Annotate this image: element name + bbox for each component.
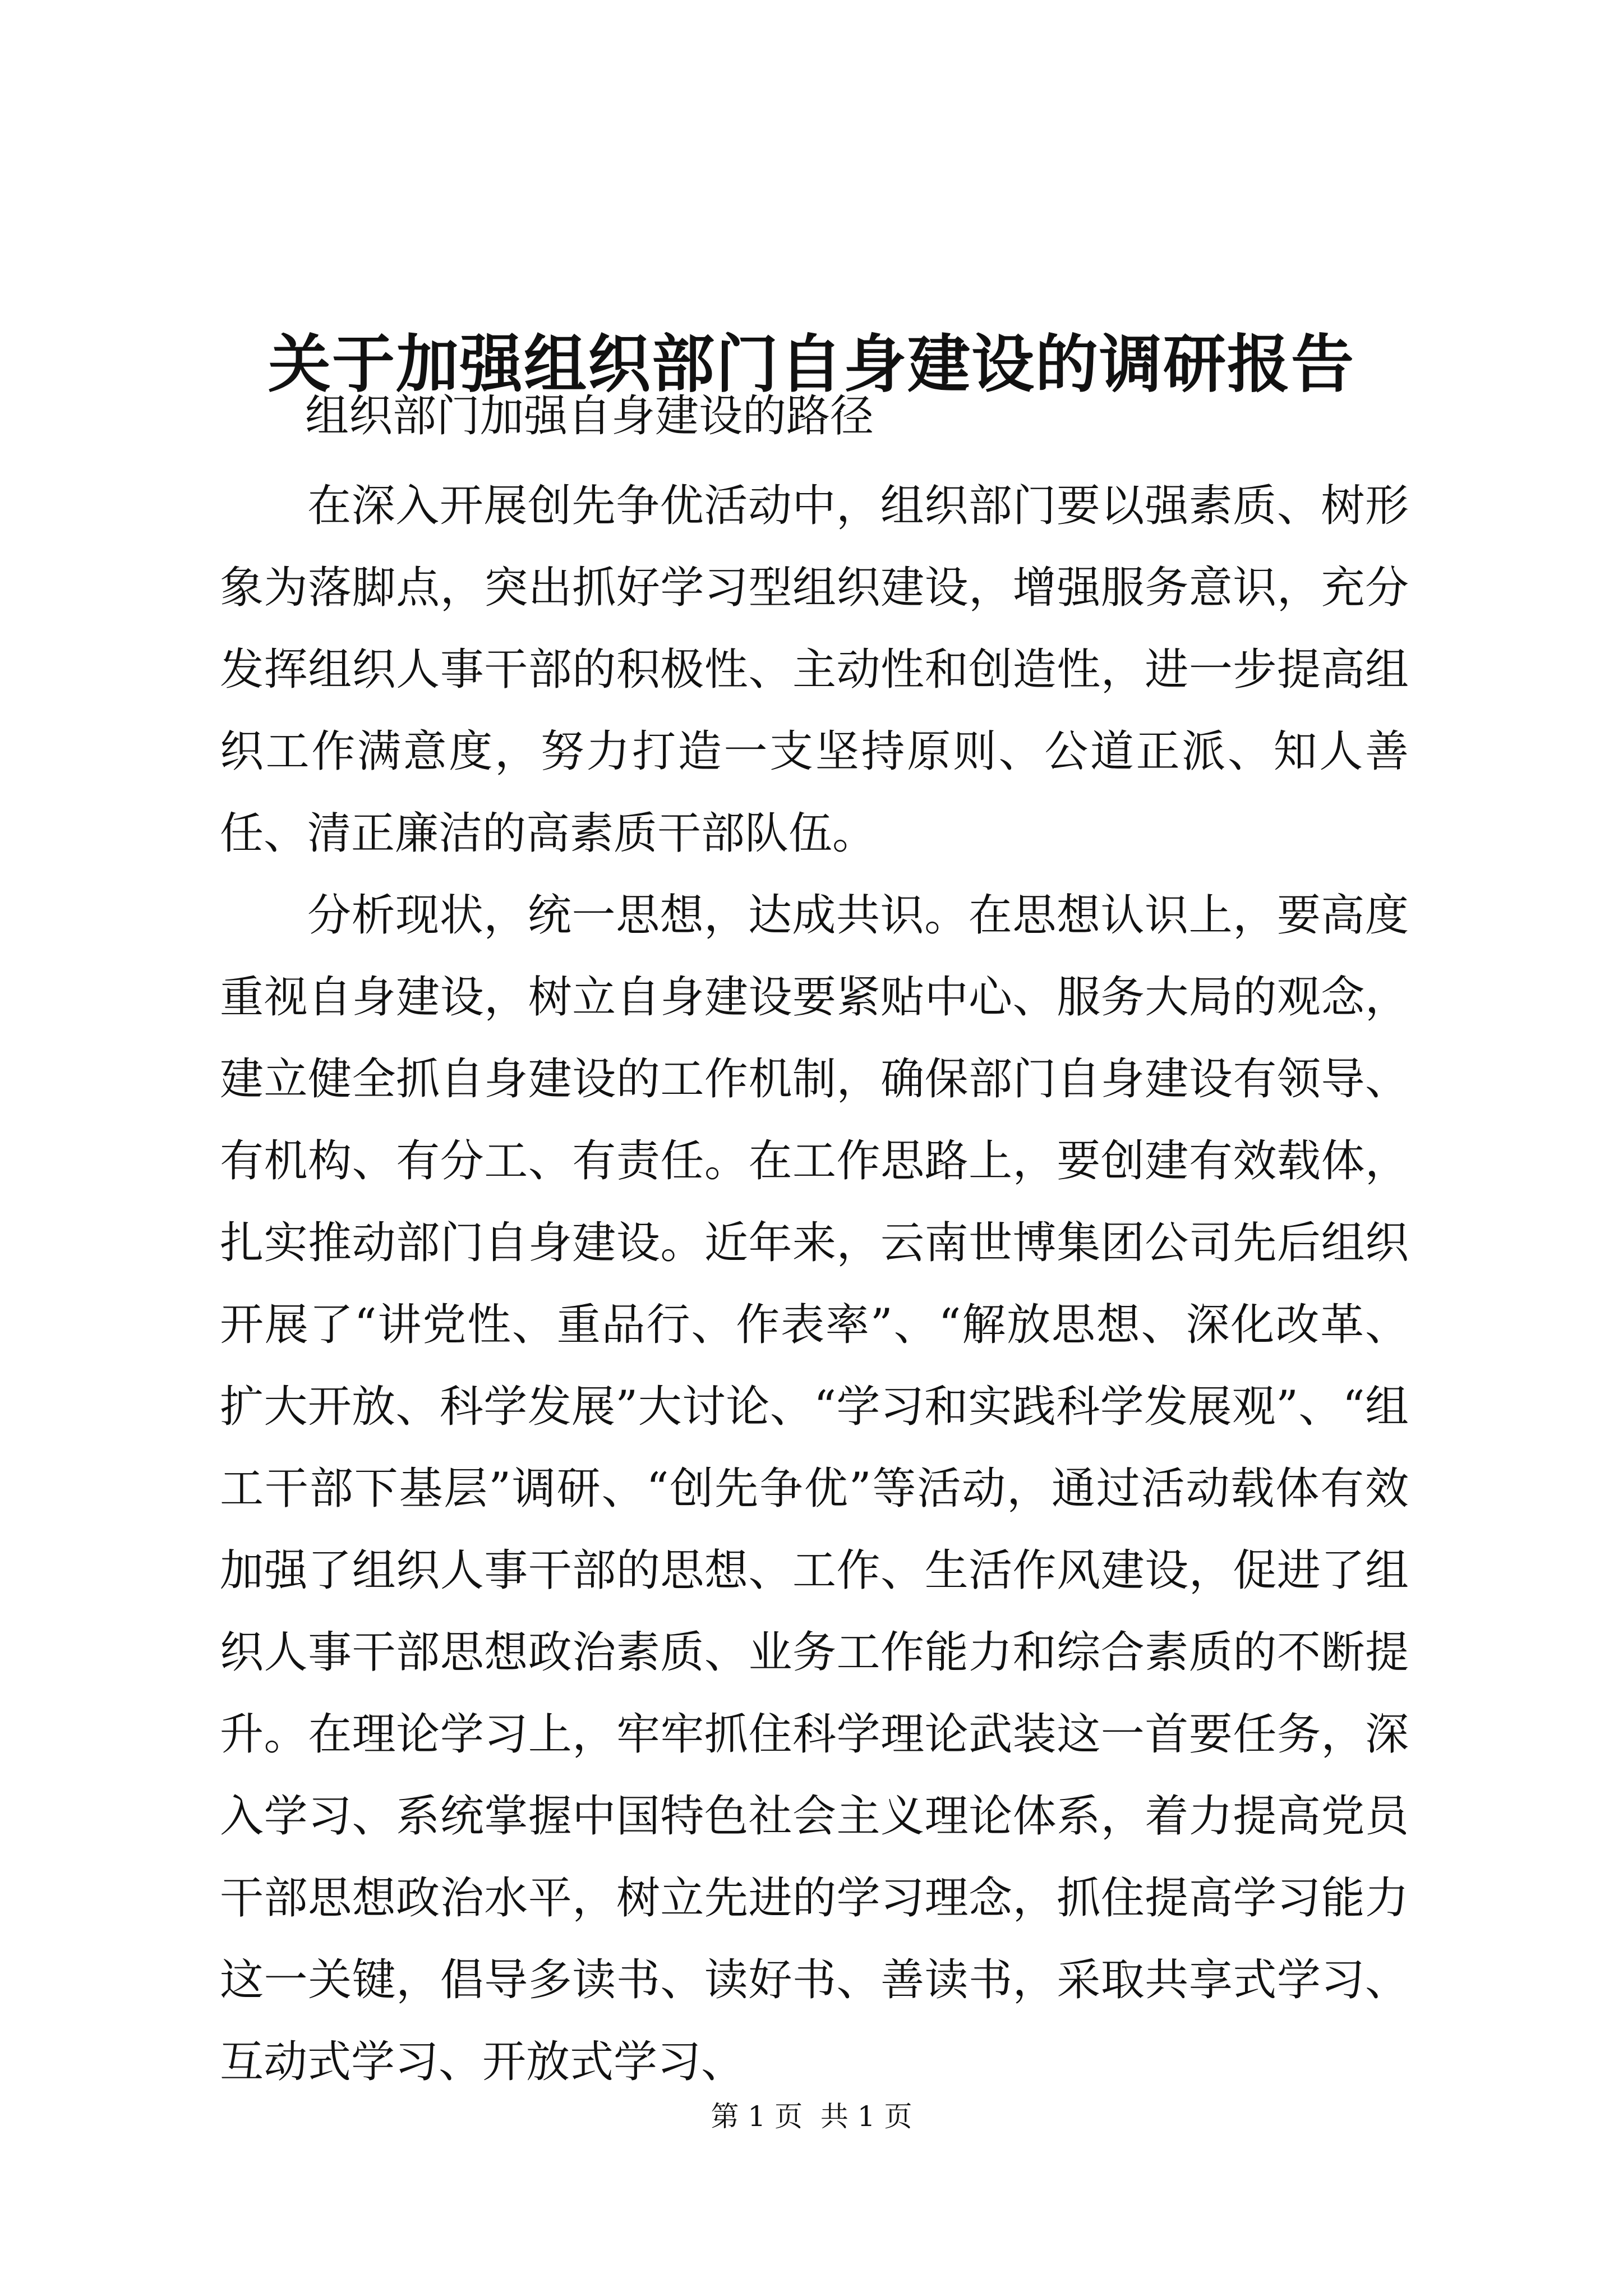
paragraph: 分析现状，统一思想，达成共识。在思想认识上，要高度重视自身建设，树立自身建设要紧贴中心、服务大局的观念，建立健全抓自身建设的工作机制，确保部门自身建设有领导、有机构、有分工、有责任。在工作思路上，要创建有效载体，扎实推动部门自身建设。近年来，云南世博集团公司先后组织开展了“讲党性、重品行、作表率”、“解放思想、深化改革、扩大开放、科学发展”大讨论、“学习和实践科学发展观”、“组工干部下基层”调研、“创先争优”等活动，通过活动载体有效加强了组织人事干部的思想、工作、生活作风建设，促进了组织人事干部思想政治素质、业务工作能力和综合素质的不断提升。在理论学习上，牢牢抓住科学理论武装这一首要任务，深入学习、系统掌握中国特色社会主义理论体系，着力提高党员干部思想政治水平，树立先进的学习理念，抓住提高学习能力这一关键，倡导多读书、读好书、善读书，采取共享式学习、互动式学习、开放式学习、 xyxy=(220,890,1409,2087)
paragraph: 在深入开展创先争优活动中，组织部门要以强素质、树形象为落脚点，突出抓好学习型组织建设，增强服务意识，充分发挥组织人事干部的积极性、主动性和创造性，进一步提高组织工作满意度，努力打造一支坚持原则、公道正派、知人善任、清正廉洁的高素质干部队伍。 xyxy=(220,481,1409,859)
document-body xyxy=(220,465,1409,2103)
document-subtitle: 组织部门加强自身建设的路径 xyxy=(305,391,874,441)
page-number: 第 1 页 共 1 页 xyxy=(711,2100,912,2133)
document-title: 关于加强组织部门自身建设的调研报告 xyxy=(268,328,1355,402)
